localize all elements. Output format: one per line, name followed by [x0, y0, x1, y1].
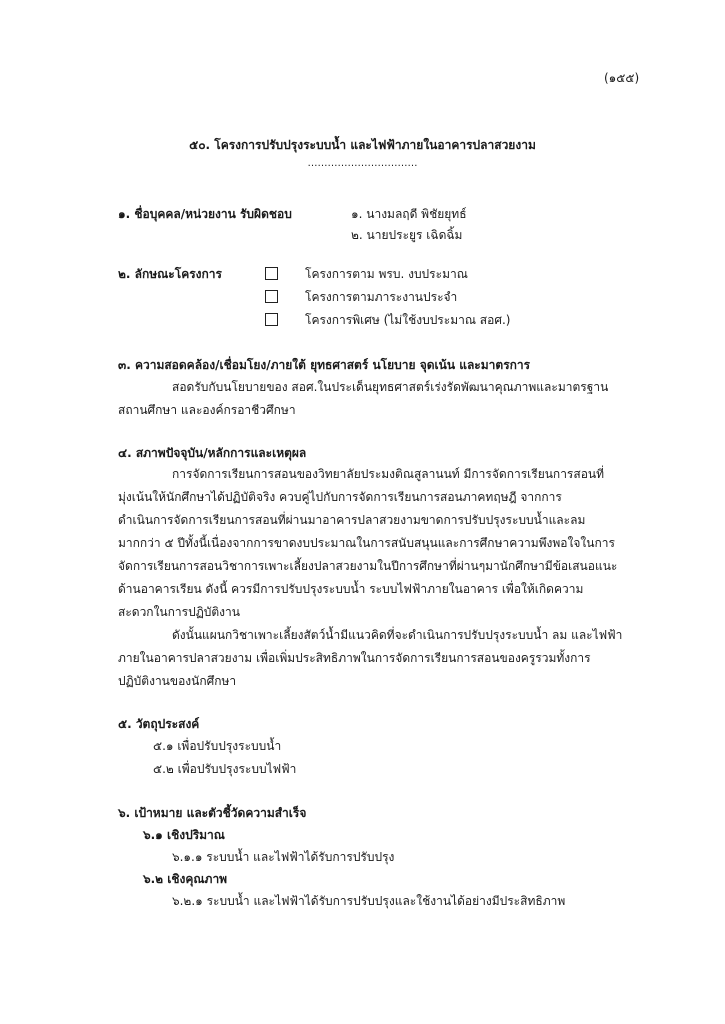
responsible-person-1: ๑. นางมลฤดี พิชัยยุทธ์: [351, 207, 467, 221]
document-title: ๕๐. โครงการปรับปรุงระบบน้ำ และไฟฟ้าภายในอาคารปลาสวยงาม: [189, 138, 536, 152]
section6-quantity-heading: ๖.๑ เชิงปริมาณ: [143, 828, 225, 842]
checkbox-project-type-3[interactable]: [265, 313, 278, 326]
section4-line-1: การจัดการเรียนการสอนของวิทยาลัยประมงติณสูลานนท์ มีการจัดการเรียนการสอนที่: [172, 467, 605, 481]
checkbox-project-type-2[interactable]: [265, 290, 278, 303]
section4-line-10: ปฏิบัติงานของนักศึกษา: [118, 674, 237, 688]
checkbox-project-type-1[interactable]: [265, 267, 278, 280]
section6-quality-heading: ๖.๒ เชิงคุณภาพ: [143, 872, 228, 886]
quantity-indicator-1: ๖.๑.๑ ระบบน้ำ และไฟฟ้าได้รับการปรับปรุง: [172, 850, 395, 864]
section4-heading: ๔. สภาพปัจจุบัน/หลักการและเหตุผล: [118, 446, 307, 460]
title-underline: ……………………………: [307, 158, 418, 169]
section4-line-9: ภายในอาคารปลาสวยงาม เพื่อเพิ่มประสิทธิภาพในการจัดการเรียนการสอนของครูรวมทั้งการ: [118, 651, 591, 665]
project-type-label-3: โครงการพิเศษ (ไม่ใช้งบประมาณ สอศ.): [305, 313, 511, 327]
page-number: (๑๕๕): [604, 71, 640, 85]
section4-line-5: จัดการเรียนการสอนวิชาการเพาะเลี้ยงปลาสวยงามในปีการศึกษาที่ผ่านๆมานักศึกษามีข้อเสนอแนะ: [118, 559, 618, 573]
section4-line-4: มากกว่า ๕ ปีทั้งนี้เนื่องจากการขาดงบประมาณในการสนับสนุนและการศึกษาความพึงพอใจในการ: [118, 536, 615, 550]
section3-heading: ๓. ความสอดคล้อง/เชื่อมโยง/ภายใต้ ยุทธศาสตร์ นโยบาย จุดเน้น และมาตรการ: [118, 358, 531, 372]
section6-heading: ๖. เป้าหมาย และตัวชี้วัดความสำเร็จ: [118, 806, 307, 820]
objective-2: ๕.๒ เพื่อปรับปรุงระบบไฟฟ้า: [153, 762, 297, 776]
project-type-label-2: โครงการตามภาระงานประจำ: [305, 290, 458, 304]
quality-indicator-1: ๖.๒.๑ ระบบน้ำ และไฟฟ้าได้รับการปรับปรุงและใช้งานได้อย่างมีประสิทธิภาพ: [172, 894, 566, 908]
section4-line-8: ดังนั้นแผนกวิชาเพาะเลี้ยงสัตว์น้ำมีแนวคิดที่จะดำเนินการปรับปรุงระบบน้ำ ลม และไฟฟ้า: [172, 628, 623, 642]
section4-line-3: ดำเนินการจัดการเรียนการสอนที่ผ่านมาอาคารปลาสวยงามขาดการปรับปรุงระบบน้ำและลม: [118, 513, 586, 527]
section5-heading: ๕. วัตถุประสงค์: [118, 717, 200, 731]
section2-heading: ๒. ลักษณะโครงการ: [118, 267, 222, 281]
responsible-person-2: ๒. นายประยูร เฉิดฉิ้ม: [351, 228, 463, 242]
section4-line-2: มุ่งเน้นให้นักศึกษาได้ปฏิบัติจริง ควบคู่ไปกับการจัดการเรียนการสอนภาคทฤษฎี จากการ: [118, 490, 562, 504]
section3-line-2: สถานศึกษา และองค์กรอาชีวศึกษา: [118, 403, 296, 417]
project-type-label-1: โครงการตาม พรบ. งบประมาณ: [305, 267, 468, 281]
objective-1: ๕.๑ เพื่อปรับปรุงระบบน้ำ: [153, 739, 282, 753]
section1-heading: ๑. ชื่อบุคคล/หน่วยงาน รับผิดชอบ: [118, 207, 292, 221]
section4-line-6: ด้านอาคารเรียน ดังนี้ ควรมีการปรับปรุงระบบน้ำ ระบบไฟฟ้าภายในอาคาร เพื่อให้เกิดความ: [118, 582, 584, 596]
section3-line-1: สอดรับกับนโยบายของ สอศ.ในประเด็นยุทธศาสตร์เร่งรัดพัฒนาคุณภาพและมาตรฐาน: [172, 380, 609, 394]
section4-line-7: สะดวกในการปฏิบัติงาน: [118, 605, 240, 619]
